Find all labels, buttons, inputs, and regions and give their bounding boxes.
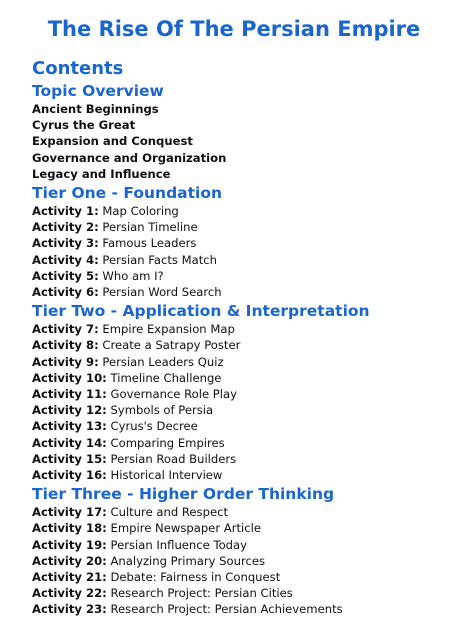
activity-name: Map Coloring — [102, 204, 179, 219]
activity-item — [32, 386, 462, 402]
activity-label: Activity 15: — [32, 451, 107, 466]
activity-label: Activity 2: — [32, 220, 99, 235]
activity-label: Activity 3: — [32, 236, 99, 251]
activity-name: Empire Expansion Map — [102, 322, 235, 337]
activity-name: Research Project: Persian Cities — [110, 586, 293, 601]
topic-item: Cyrus the Great — [32, 118, 136, 133]
activity-name: Persian Leaders Quiz — [102, 354, 224, 369]
activity-name: Persian Timeline — [102, 220, 198, 235]
topic-item: Ancient Beginnings — [32, 102, 159, 116]
activity-name: Debate: Fairness in Conquest — [110, 570, 281, 585]
activity-label: Activity 16: — [32, 468, 107, 483]
activity-item — [32, 585, 462, 601]
activity-item — [32, 337, 462, 353]
table-of-contents — [32, 56, 462, 618]
activity-item — [32, 601, 462, 617]
activity-name: Create a Satrapy Poster — [102, 338, 241, 353]
activity-label: Activity 14: — [32, 435, 107, 450]
activity-name: Persian Facts Match — [102, 252, 218, 267]
activity-item — [32, 504, 462, 520]
activity-name: Persian Word Search — [102, 285, 222, 300]
activity-label: Activity 21: — [32, 570, 107, 585]
activity-name: Governance Role Play — [110, 387, 237, 402]
activity-name: Symbols of Persia — [110, 403, 214, 418]
activity-label: Activity 4: — [32, 252, 99, 267]
activity-name: Persian Road Builders — [110, 451, 237, 466]
activity-label: Activity 13: — [32, 419, 107, 434]
activity-item — [32, 235, 462, 251]
section-heading-tier-one: Tier One - Foundation — [32, 184, 223, 203]
contents-heading: Contents — [32, 58, 124, 79]
activity-label: Activity 17: — [32, 505, 107, 520]
activity-item — [32, 321, 462, 337]
activity-item — [32, 203, 462, 219]
topic-item: Governance and Organization — [32, 150, 227, 165]
activity-item — [32, 451, 462, 467]
activity-item — [32, 537, 462, 553]
activity-label: Activity 7: — [32, 322, 99, 337]
activity-item — [32, 520, 462, 536]
activity-label: Activity 20: — [32, 553, 107, 568]
activity-name: Analyzing Primary Sources — [110, 553, 266, 568]
activity-label: Activity 23: — [32, 602, 107, 617]
activity-label: Activity 18: — [32, 521, 107, 536]
activity-item — [32, 370, 462, 386]
activity-name: Persian Influence Today — [110, 537, 247, 552]
activity-name: Comparing Empires — [110, 435, 225, 450]
topic-item: Expansion and Conquest — [32, 134, 193, 149]
activity-item — [32, 252, 462, 268]
activity-item — [32, 354, 462, 370]
page-title: The Rise Of The Persian Empire — [47, 17, 421, 41]
section-heading-topic-overview: Topic Overview — [32, 82, 164, 100]
activity-label: Activity 5: — [32, 268, 99, 283]
activity-name: Who am I? — [102, 268, 164, 283]
tier-three-list — [32, 504, 462, 617]
tier-one-list — [32, 203, 462, 300]
activity-item — [32, 553, 462, 569]
tier-two-list — [32, 321, 462, 483]
activity-item — [32, 435, 462, 451]
activity-name: Timeline Challenge — [110, 370, 222, 385]
activity-label: Activity 10: — [32, 370, 107, 385]
activity-label: Activity 6: — [32, 285, 99, 300]
activity-item — [32, 284, 462, 300]
topic-item: Legacy and Influence — [32, 166, 171, 181]
activity-name: Research Project: Persian Achievements — [110, 602, 343, 617]
activity-label: Activity 9: — [32, 354, 99, 369]
section-heading-tier-two: Tier Two - Application & Interpretation — [32, 302, 370, 321]
activity-label: Activity 11: — [32, 387, 107, 402]
activity-item — [32, 467, 462, 483]
topic-overview-list — [32, 101, 462, 182]
activity-label: Activity 1: — [32, 204, 99, 219]
activity-item — [32, 402, 462, 418]
activity-name: Famous Leaders — [102, 236, 197, 251]
section-heading-tier-three: Tier Three - Higher Order Thinking — [32, 485, 335, 504]
activity-label: Activity 8: — [32, 338, 99, 353]
activity-item — [32, 268, 462, 284]
activity-label: Activity 22: — [32, 586, 107, 601]
activity-name: Historical Interview — [110, 468, 223, 483]
activity-item — [32, 219, 462, 235]
activity-item — [32, 569, 462, 585]
activity-label: Activity 12: — [32, 403, 107, 418]
activity-name: Culture and Respect — [110, 505, 229, 520]
activity-item — [32, 418, 462, 434]
activity-name: Cyrus's Decree — [110, 419, 198, 434]
activity-label: Activity 19: — [32, 537, 107, 552]
activity-name: Empire Newspaper Article — [110, 521, 261, 536]
